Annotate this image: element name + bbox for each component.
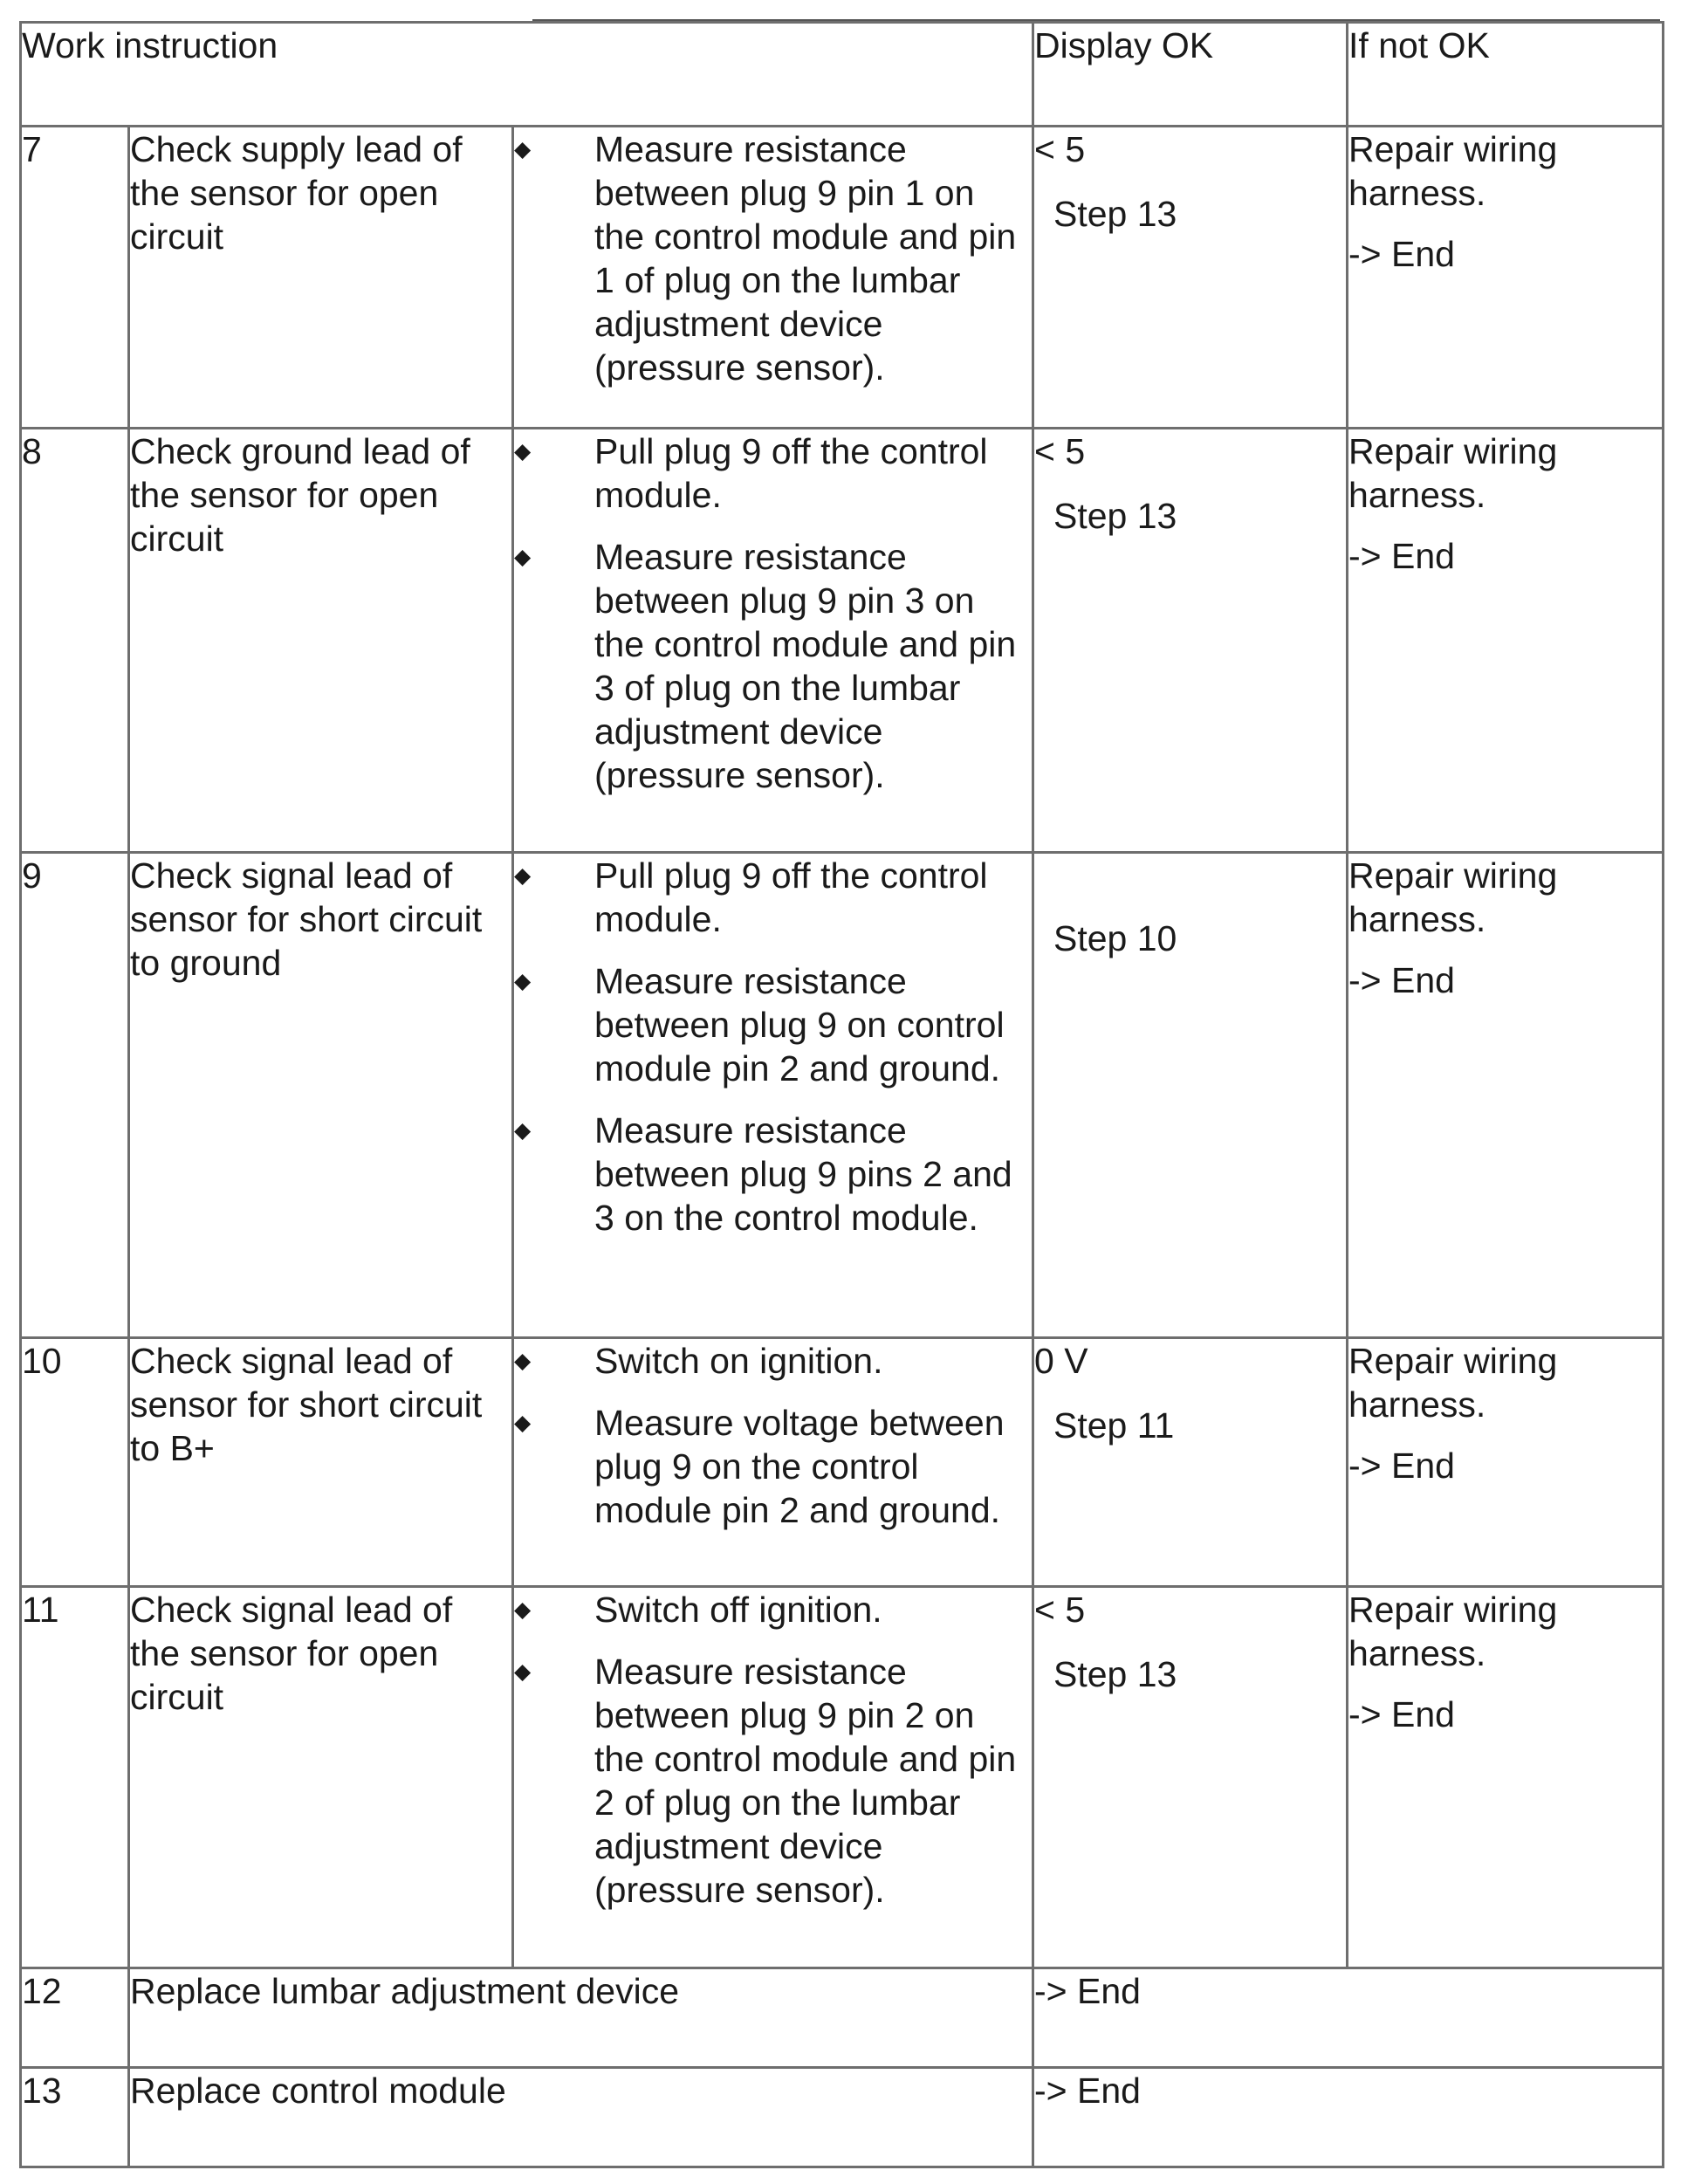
step-number: 9 bbox=[21, 853, 129, 1338]
bullet-diamond-icon: ◆ bbox=[514, 1597, 532, 1622]
header-display-ok: Display OK bbox=[1033, 23, 1348, 127]
display-ok-cell bbox=[1033, 1587, 1348, 1968]
final-action-text: Replace control module bbox=[129, 2068, 1033, 2167]
instruction-list bbox=[513, 1338, 1033, 1587]
check-description: Check signal lead of sensor for short circuit to ground bbox=[129, 853, 513, 1338]
bullet-diamond-icon: ◆ bbox=[514, 1659, 532, 1684]
instruction-text: Measure resistance between plug 9 pins 2 and 3 on the control module. bbox=[594, 1110, 1012, 1238]
if-not-ok-cell bbox=[1348, 853, 1664, 1338]
bullet-diamond-icon: ◆ bbox=[514, 1118, 532, 1143]
if-not-ok-cell bbox=[1348, 1338, 1664, 1587]
if-not-ok-cell bbox=[1348, 429, 1664, 853]
table-row-step-11 bbox=[21, 1587, 1664, 1968]
instruction-item bbox=[514, 1588, 1032, 1631]
step-number: 11 bbox=[21, 1587, 129, 1968]
if-not-ok-cell bbox=[1348, 1587, 1664, 1968]
instruction-text: Measure resistance between plug 9 pin 3 on the control module and pin 3 of plug on the lumbar adjustment device (pressure sensor). bbox=[594, 537, 1017, 795]
bullet-diamond-icon: ◆ bbox=[514, 969, 532, 993]
table-row-step-12 bbox=[21, 1968, 1664, 2068]
table-header-row bbox=[21, 23, 1664, 127]
if-not-ok-next: -> End bbox=[1348, 1694, 1455, 1734]
if-not-ok-next: -> End bbox=[1348, 1446, 1455, 1486]
step-number: 7 bbox=[21, 127, 129, 429]
instruction-item bbox=[514, 1109, 1032, 1240]
display-ok-value: < 5 bbox=[1034, 1590, 1086, 1630]
instruction-text: Switch off ignition. bbox=[594, 1590, 882, 1630]
instruction-item bbox=[514, 535, 1032, 797]
instruction-item bbox=[514, 1339, 1032, 1383]
instruction-text: Measure resistance between plug 9 on control module pin 2 and ground. bbox=[594, 961, 1005, 1089]
instruction-item bbox=[514, 1401, 1032, 1532]
if-not-ok-action: Repair wiring harness. bbox=[1348, 1341, 1558, 1425]
table-row-step-9 bbox=[21, 853, 1664, 1338]
instruction-list bbox=[513, 429, 1033, 853]
display-ok-next-step: Step 10 bbox=[1053, 918, 1177, 958]
display-ok-cell bbox=[1033, 1338, 1348, 1587]
final-action-result: -> End bbox=[1033, 2068, 1664, 2167]
display-ok-value: 0 V bbox=[1034, 1341, 1088, 1381]
display-ok-cell bbox=[1033, 127, 1348, 429]
header-if-not-ok: If not OK bbox=[1348, 23, 1664, 127]
instruction-text: Measure resistance between plug 9 pin 1 on the control module and pin 1 of plug on the lumbar adjustment device (pressure sensor). bbox=[594, 129, 1017, 388]
work-instruction-table bbox=[19, 21, 1664, 2168]
step-number: 13 bbox=[21, 2068, 129, 2167]
instruction-text: Pull plug 9 off the control module. bbox=[594, 431, 988, 515]
if-not-ok-next: -> End bbox=[1348, 960, 1455, 1000]
instruction-text: Measure voltage between plug 9 on the control module pin 2 and ground. bbox=[594, 1403, 1005, 1530]
bullet-diamond-icon: ◆ bbox=[514, 439, 532, 464]
if-not-ok-cell bbox=[1348, 127, 1664, 429]
table-row-step-7 bbox=[21, 127, 1664, 429]
display-ok-cell bbox=[1033, 429, 1348, 853]
table-row-step-13 bbox=[21, 2068, 1664, 2167]
display-ok-value: < 5 bbox=[1034, 431, 1086, 471]
check-description: Check supply lead of the sensor for open circuit bbox=[129, 127, 513, 429]
if-not-ok-action: Repair wiring harness. bbox=[1348, 129, 1558, 213]
instruction-list bbox=[513, 127, 1033, 429]
bullet-diamond-icon: ◆ bbox=[514, 1349, 532, 1373]
table-row-step-8 bbox=[21, 429, 1664, 853]
check-description: Check ground lead of the sensor for open circuit bbox=[129, 429, 513, 853]
bullet-diamond-icon: ◆ bbox=[514, 137, 532, 161]
instruction-list bbox=[513, 853, 1033, 1338]
instruction-item bbox=[514, 854, 1032, 941]
instruction-text: Switch on ignition. bbox=[594, 1341, 883, 1381]
if-not-ok-next: -> End bbox=[1348, 234, 1455, 274]
if-not-ok-action: Repair wiring harness. bbox=[1348, 855, 1558, 939]
if-not-ok-action: Repair wiring harness. bbox=[1348, 431, 1558, 515]
header-work-instruction: Work instruction bbox=[21, 23, 1033, 127]
instruction-item bbox=[514, 127, 1032, 389]
instruction-item bbox=[514, 1650, 1032, 1912]
bullet-diamond-icon: ◆ bbox=[514, 1411, 532, 1435]
instruction-item bbox=[514, 959, 1032, 1090]
bullet-diamond-icon: ◆ bbox=[514, 545, 532, 569]
instruction-text: Pull plug 9 off the control module. bbox=[594, 855, 988, 939]
display-ok-next-step: Step 13 bbox=[1053, 1654, 1177, 1694]
instruction-list bbox=[513, 1587, 1033, 1968]
final-action-text: Replace lumbar adjustment device bbox=[129, 1968, 1033, 2068]
check-description: Check signal lead of the sensor for open circuit bbox=[129, 1587, 513, 1968]
bullet-diamond-icon: ◆ bbox=[514, 863, 532, 888]
display-ok-cell bbox=[1033, 853, 1348, 1338]
final-action-result: -> End bbox=[1033, 1968, 1664, 2068]
display-ok-next-step: Step 11 bbox=[1053, 1405, 1175, 1446]
if-not-ok-next: -> End bbox=[1348, 536, 1455, 576]
display-ok-next-step: Step 13 bbox=[1053, 194, 1177, 234]
instruction-text: Measure resistance between plug 9 pin 2 on the control module and pin 2 of plug on the lumbar adjustment device (pressure sensor). bbox=[594, 1652, 1017, 1910]
display-ok-value: < 5 bbox=[1034, 129, 1086, 169]
step-number: 8 bbox=[21, 429, 129, 853]
instruction-item bbox=[514, 429, 1032, 517]
check-description: Check signal lead of sensor for short circuit to B+ bbox=[129, 1338, 513, 1587]
step-number: 12 bbox=[21, 1968, 129, 2068]
display-ok-next-step: Step 13 bbox=[1053, 496, 1177, 536]
if-not-ok-action: Repair wiring harness. bbox=[1348, 1590, 1558, 1673]
step-number: 10 bbox=[21, 1338, 129, 1587]
table-row-step-10 bbox=[21, 1338, 1664, 1587]
